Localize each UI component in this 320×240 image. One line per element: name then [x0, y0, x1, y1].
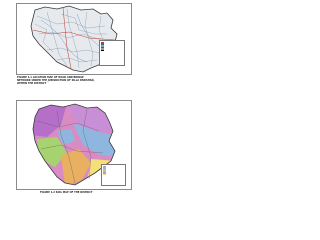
soil-map-panel [16, 100, 132, 190]
legend-swatch [101, 50, 104, 52]
map-legend [101, 164, 126, 186]
figure-caption: FIGURE 1.2 SOIL MAP OF THE DISTRICT [40, 191, 93, 194]
road-network-map-panel [16, 3, 132, 75]
legend-item [103, 174, 124, 176]
map-legend [99, 40, 125, 66]
figure-caption: FIGURE 1.1 LOCATION MAP OF ROAD AND BRIDGE NETWORK UNDER THE JURISDICTION OF ZILLA PARISHAD, WITHIN THE DISTRICT [17, 76, 95, 85]
legend-item [101, 50, 123, 52]
legend-swatch [103, 174, 106, 176]
